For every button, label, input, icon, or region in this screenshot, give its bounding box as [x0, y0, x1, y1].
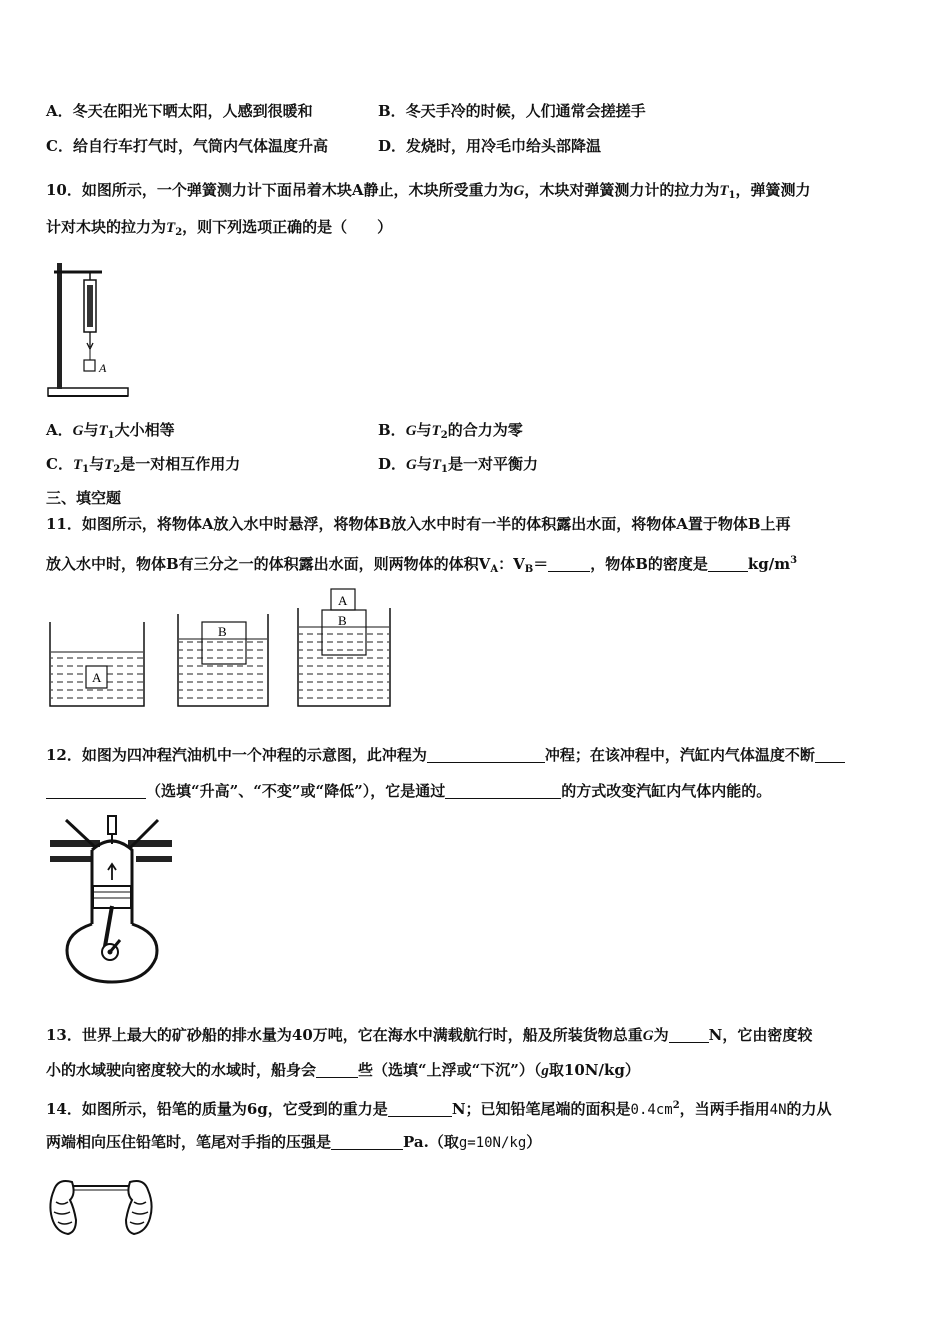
q14-blank-pressure[interactable] [331, 1133, 403, 1150]
beaker2-block-b-label: B [218, 624, 227, 639]
beaker3-block-a-label: A [338, 593, 348, 608]
q9-option-d: D．发烧时，用冷毛巾给头部降温 [378, 137, 602, 155]
pencil-fingers-figure [46, 1172, 156, 1238]
q13-stem-line2: 小的水域驶向密度较大的水域时，船身会 些（选填“上浮或“下沉”）（g取10N/kg） [46, 1061, 640, 1079]
q9-option-a: A．冬天在阳光下晒太阳，人感到很暖和 [46, 102, 313, 120]
q10-stem-line1: 10．如图所示，一个弹簧测力计下面吊着木块A静止，木块所受重力为G，木块对弹簧测力计的拉力为$T_1$，弹簧测力 [46, 181, 811, 201]
q14-blank-gravity[interactable] [388, 1100, 452, 1117]
beaker1-block-a-label: A [92, 670, 102, 685]
buoyancy-beakers-figure [46, 582, 396, 712]
q10-option-c: C．$T_1$与$T_2$是一对相互作用力 [46, 455, 241, 475]
q11-stem-line1: 11．如图所示，将物体A放入水中时悬浮，将物体B放入水中时有一半的体积露出水面，将物体A置于物体B上再 [46, 515, 791, 533]
q13-stem-line1: 13．世界上最大的矿砂船的排水量为40万吨，它在海水中满载航行时，船及所装货物总重G为 N，它由密度较 [46, 1026, 813, 1044]
q10-option-a: A．G与$T_1$大小相等 [46, 421, 175, 441]
q11-blank-volume-ratio[interactable] [548, 555, 590, 572]
q13-blank-float-sink[interactable] [316, 1061, 358, 1078]
q11-stem-line2: 放入水中时，物体B有三分之一的体积露出水面，则两物体的体积$V_A$：$V_B=$ ，物体B的密度是 $kg/m^3$ [46, 555, 798, 575]
block-a-label: A [99, 361, 107, 375]
q12-blank-stroke[interactable] [427, 746, 545, 763]
section-title-fill-in: 三、填空题 [46, 489, 122, 507]
q9-option-c: C．给自行车打气时，气筒内气体温度升高 [46, 137, 328, 155]
q13-blank-weight[interactable] [669, 1026, 709, 1043]
q9-option-b: B．冬天手冷的时候，人们通常会搓搓手 [378, 102, 646, 120]
engine-cylinder-figure [46, 812, 176, 984]
q10-option-d: D．G与$T_1$是一对平衡力 [378, 455, 539, 475]
q10-option-b: B．G与$T_2$的合力为零 [378, 421, 523, 441]
spring-scale-figure [44, 255, 134, 405]
q14-stem-line1: 14．如图所示，铅笔的质量为6g，它受到的重力是 N；已知铅笔尾端的面积是$0.4cm^2$，当两手指用4N的力从 [46, 1100, 832, 1118]
q12-blank-temperature[interactable] [46, 782, 146, 799]
q10-stem-line2: 计对木块的拉力为$T_2$，则下列选项正确的是（ ） [46, 218, 393, 238]
q12-stem-line2: （选填“升高”、“不变”或“降低”），它是通过 的方式改变汽缸内气体内能的。 [46, 780, 771, 802]
q12-blank-temperature-start[interactable] [815, 746, 845, 763]
q12-stem-line1: 12．如图为四冲程汽油机中一个冲程的示意图，此冲程为 冲程；在该冲程中，汽缸内气体温度不断 [46, 744, 845, 766]
q12-blank-method[interactable] [445, 782, 561, 799]
beaker3-block-b-label: B [338, 613, 347, 628]
q11-blank-density[interactable] [708, 555, 748, 572]
q14-stem-line2: 两端相向压住铅笔时，笔尾对手指的压强是 Pa.（取g=10N/kg） [46, 1133, 542, 1151]
